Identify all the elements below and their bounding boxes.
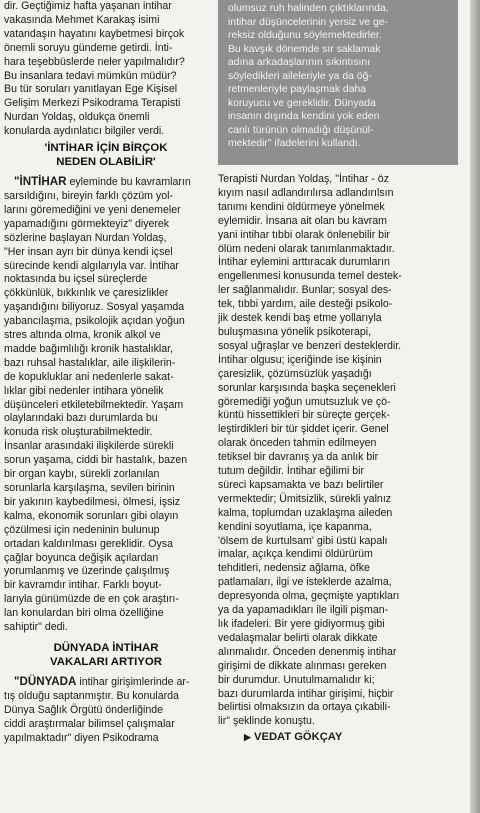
text-line: madde bağımlılığı kronik hastalıklar, xyxy=(4,342,173,355)
text-line: sorunlar karşısında başka seçenekleri xyxy=(218,381,396,394)
text-line: engellenmesi konusunda temel destek- xyxy=(218,270,402,283)
text-line: buluşmasına yönelik psikoterapi, xyxy=(218,325,372,338)
text-line: küntü hissettikleri bir süreçte gerçek- xyxy=(218,409,390,422)
box-text-line: intihar düşüncelerinin yersiz ve ge- xyxy=(228,16,388,28)
text-line: depresyonda olma, geçmişte yaptıkları xyxy=(218,590,400,603)
text-line: vatandaşın hayatını kaybetmesi birçok xyxy=(4,27,185,40)
text-line: süreci kapsamakta ve bazı belirtiler xyxy=(218,478,384,491)
box-text-line: reksiz olduğunu söylemektedirler. xyxy=(228,30,382,41)
text-line: alınmalıdır. Önceden denenmiş intihar xyxy=(218,645,397,658)
text-line: belirtisi olmaksızın da ortaya çıkabili- xyxy=(218,701,391,714)
text-line: jik destek kendi baş etme yollarıyla xyxy=(218,312,382,325)
text-line: imalar, açıkça kendimi öldürürüm xyxy=(218,548,373,561)
text-line: çözülmesi için nedeninin bulunup xyxy=(4,523,160,536)
box-text-line: koruyucu ve gereklidir. Dünyada xyxy=(228,97,376,109)
text-line: sarsıldığını, bireyin farklı çözüm yol- xyxy=(4,189,173,202)
text-line: lıklar gibi nedenler intihara yönelik xyxy=(4,384,164,397)
byline-author: VEDAT GÖKÇAY xyxy=(254,731,343,744)
box-text-line: Bu kavşık dönemde sır saklamak xyxy=(228,43,381,55)
text-line: bir durumdur. Unutulmamalıdır ki; xyxy=(218,673,375,686)
text-line: hara teşebbüslerde neler yapılmalıdır? xyxy=(4,55,185,68)
section-2-lead: "DÜNYADA xyxy=(14,674,77,688)
text-line: tehditleri, nedensiz ağlama, öfke xyxy=(218,562,370,575)
text-line: eylemidir. İnsana ait olan bu kavram xyxy=(218,214,387,227)
section-heading-2: DÜNYADA İNTİHAR VAKALARI ARTIYOR xyxy=(49,641,162,668)
text-line: Nurdan Yoldaş, oldukça önemli xyxy=(4,111,150,124)
text-line: İntihar olgusu; içeriğinde ise kişinin xyxy=(218,353,382,366)
box-text-line: retmenleriyle paylaşmak daha xyxy=(228,84,367,95)
text-line: vakasında Mehmet Karakaş isimi xyxy=(4,13,160,26)
text-line: sürecinde kendi algılarıyla var. İntihar xyxy=(4,259,179,272)
text-line: "Her insan ayrı bir dünya kendi içsel xyxy=(4,245,173,258)
byline xyxy=(218,731,468,745)
text-line: İnsanlar arasındaki ilişkilerde sürekli xyxy=(4,440,174,453)
text-line: konuda risk oluşturabilmektedir. xyxy=(4,426,153,439)
text-line: bir organ kaybı, sürekli zorlanılan xyxy=(4,468,160,481)
text-line: kalma, toplumdan uzaklaşma aileden xyxy=(218,506,393,519)
text-line: sorun yaşama, ciddi bir hastalık, bazen xyxy=(4,454,188,467)
text-line: tutum değildir. İntihar eğilimi bir xyxy=(218,465,365,478)
text-line: lan konulardan biri olma özelliğine xyxy=(4,607,164,620)
text-line: yorumlanmış ve üzerinde çalışılmış xyxy=(4,565,170,578)
text-line: Gelişim Merkezi Psikodrama Terapisti xyxy=(4,97,181,110)
box-text-line: olumsuz ruh halinden çıktıklarında, xyxy=(228,3,389,14)
text-line: ya da yapamadıkları ile ilgili pişman- xyxy=(218,604,389,617)
text-line: lir" şeklinde konuştu. xyxy=(218,715,315,728)
text-line: lık ifadeleri. Bir yere gidiyormuş gibi xyxy=(218,618,385,630)
text-line: göremediği yoğun umutsuzluk ve çö- xyxy=(218,395,391,408)
text-line: tış olduğu saptanmıştır. Bu konularda xyxy=(4,689,179,702)
text-line: sahiptir" dedi. xyxy=(4,621,68,634)
text-line: Dünya Sağlık Örgütü önderliğinde xyxy=(4,703,164,716)
byline-arrow-icon: ▶ xyxy=(244,732,251,743)
text-line: sorunlarla karşılaşma, sevilen birinin xyxy=(4,482,175,494)
box-text-line: söyledikleri aileleriyle ya da öğ- xyxy=(228,70,372,82)
text-line: yabancılaşma, psikolojik açıdan yoğun xyxy=(4,315,185,328)
text-line: ortadan kaldırılması gereklidir. Oysa xyxy=(4,537,173,550)
text-line: stres altında olma, kronik alkol ve xyxy=(4,329,161,342)
text-line: leştirdikleri bir tür şiddet içerir. Genel xyxy=(218,423,389,436)
text-line: yani intihar tıbbi olarak önlenebilir bir xyxy=(218,228,390,241)
text-line: yaşandığını biliyoruz. Sosyal yaşamda xyxy=(4,301,185,314)
section-2-body: "DÜNYADA intihar girişimlerinde ar- tış olduğu saptanmıştır. Bu konularda Dünya Sağlık Örgütü önderliğinde ciddi araştırmalar bilimsel çalışmalar yapılmaktadır" diyen Psikodrama xyxy=(4,675,208,746)
text-line: olarak önceden tahmin edilmeyen xyxy=(218,437,377,450)
text-line: yapılmaktadır" diyen Psikodrama xyxy=(4,731,159,744)
text-line: kalma, ekonomik sorunları gibi olayın xyxy=(4,509,179,522)
text-line: tanımı kendini öldürmeye yönelmek xyxy=(218,200,385,213)
box-text-line: adına arkadaşlarının sıkıntısını xyxy=(228,57,371,68)
text-line: girişimi de dikkate alınması gereken xyxy=(218,659,387,672)
text-line: ölüm nedeni olarak tanımlanmaktadır. xyxy=(218,242,395,255)
text-line: ciddi araştırmalar bilimsel çalışmalar xyxy=(4,717,175,730)
section-1-lead: "İNTİHAR xyxy=(14,175,67,189)
text-line: Bu tür soruları yanıtlayan Ege Kişisel xyxy=(4,83,178,96)
text-line: dir. Geçtiğimiz hafta yaşanan intihar xyxy=(4,0,172,12)
text-line: larıyla günümüzde de en çok araştırı- xyxy=(4,593,179,606)
text-line: kendini soyutlama, içe kapanma, xyxy=(218,520,372,533)
text-line: bir yakının kaybedilmesi, ölmesi, işsiz xyxy=(4,495,181,508)
text-line: çaresizlik, çözümsüzlük yaşadığı xyxy=(218,367,372,380)
text-line: 'ölsem de kurtulsam' gibi üstü kapalı xyxy=(218,534,388,547)
text-line: Bu insanlara tedavi mümkün müdür? xyxy=(4,69,177,82)
text-line: sözlerine başlayan Nurdan Yoldaş, xyxy=(4,231,167,244)
text-line: konularda aydınlatıcı bilgiler verdi. xyxy=(4,125,165,138)
text-line: çağlar boyunca değişik açılardan xyxy=(4,551,159,564)
box-text-line: mektedir" ifadelerini kullandı. xyxy=(228,138,361,149)
text-line: bazı ruhsal hastalıklar, aile ilişkilerin- xyxy=(4,356,176,369)
text-line: vedalaşmalar belirti olarak dikkate xyxy=(218,631,378,644)
text-line: tek, tıbbi yardım, aile desteği psikolo- xyxy=(218,298,393,311)
highlight-box xyxy=(218,0,458,165)
text-line: olaylarındaki bazı durumlarda bu xyxy=(4,412,158,425)
text-line: de kopukluklar ani nedenlerle sakat- xyxy=(4,370,174,383)
text-line: çökkünlük, bıkkınlık ve çaresizlikler xyxy=(4,287,169,300)
text-line: düşünceleri etkiletebilmektedir. Yaşam xyxy=(4,398,184,411)
left-column xyxy=(4,0,208,746)
box-text-line: canlı türünün olmadığı düşünül- xyxy=(228,124,374,136)
text-line: noktasında bu içsel süreçlerde xyxy=(4,273,148,286)
text-line: bir kavramdır intihar. Farklı boyut- xyxy=(4,579,162,592)
text-line: tetiksel bir davranış ya da anlık bir xyxy=(218,451,379,464)
text-line: Terapisti Nurdan Yoldaş, "İntihar - öz xyxy=(218,173,389,185)
text-line: larını göremediğini ve yeni denemeler xyxy=(4,203,181,216)
section-1-body: "İNTİHAR eyleminde bu kavramların sarsıldığını, bireyin farklı çözüm yol- larını göremediğini ve yeni denemeler yapamadığını görmekteyiz" diyerek sözlerine başlayan Nurdan Yoldaş, "Her insan ayrı bir dünya kendi içsel sürecinde kendi algılarıyla var. İntihar noktasında bu içsel süreçlerde çökkünlük, bıkkınlık ve çaresizlikler yaşandığını biliyoruz. Sosyal yaşamda yabancılaşma, psikolojik açıdan yoğun stres altında olma, kronik alkol ve madde bağımlılığı kronik hastalıklar, bazı ruhsal hastalıklar, aile ilişkilerin- de kopukluklar ani nedenlerle sakat- lıklar gibi nedenler intihara yönelik düşünceleri etkiletebilmektedir. Yaşam olaylarındaki bazı durumlarda bu konuda risk oluşturabilmektedir. İnsanlar arasındaki ilişkilerde sürekli sorun yaşama, ciddi bir hastalık, bazen bir organ kaybı, sürekli zorlanılan sorunlarla karşılaşma, sevilen birinin bir yakının kaybedilmesi, ölmesi, işsiz kalma, ekonomik sorunları gibi olayın çözülmesi için nedeninin bulunup ortadan kaldırılması gereklidir. Oysa çağlar boyunca değişik açılardan yorumlanmış ve üzerinde çalışılmış bir kavramdır intihar. Farklı boyut- larıyla günümüzde de en çok araştırı- lan konulardan biri olma özelliğine sahiptir" dedi. xyxy=(4,175,208,635)
right-body xyxy=(218,173,468,729)
text-line: bazı durumlarda intihar girişimi, hiçbir xyxy=(218,687,394,700)
text-line: patlamaları, ilgi ve isteklerde azalma, xyxy=(218,576,392,589)
section-heading-1: 'İNTİHAR İÇİN BİRÇOK NEDEN OLABİLİR' xyxy=(44,142,168,169)
text-line: kıyım nasıl adlandırılırsa adlandırılsın xyxy=(218,186,394,199)
text-line: İntihar eylemini arttıracak durumların xyxy=(218,256,390,269)
text-line: sosyal uğraşlar ve benzeri desteklerdir. xyxy=(218,339,402,352)
text-line: yapamadığını görmekteyiz" diyerek xyxy=(4,217,170,230)
box-text-line: insanın dışında kendini yok eden xyxy=(228,111,380,122)
text-line: ler sağlanmalıdır. Bunlar; sosyal des- xyxy=(218,284,392,297)
right-column xyxy=(218,0,468,745)
text-line: vermektedir; Ümitsizlik, sürekli yalnız xyxy=(218,492,392,505)
intro-paragraph xyxy=(4,0,208,139)
text-line: önemli soruyu gündeme getirdi. İnti- xyxy=(4,41,173,54)
page-edge-shadow xyxy=(470,0,480,813)
